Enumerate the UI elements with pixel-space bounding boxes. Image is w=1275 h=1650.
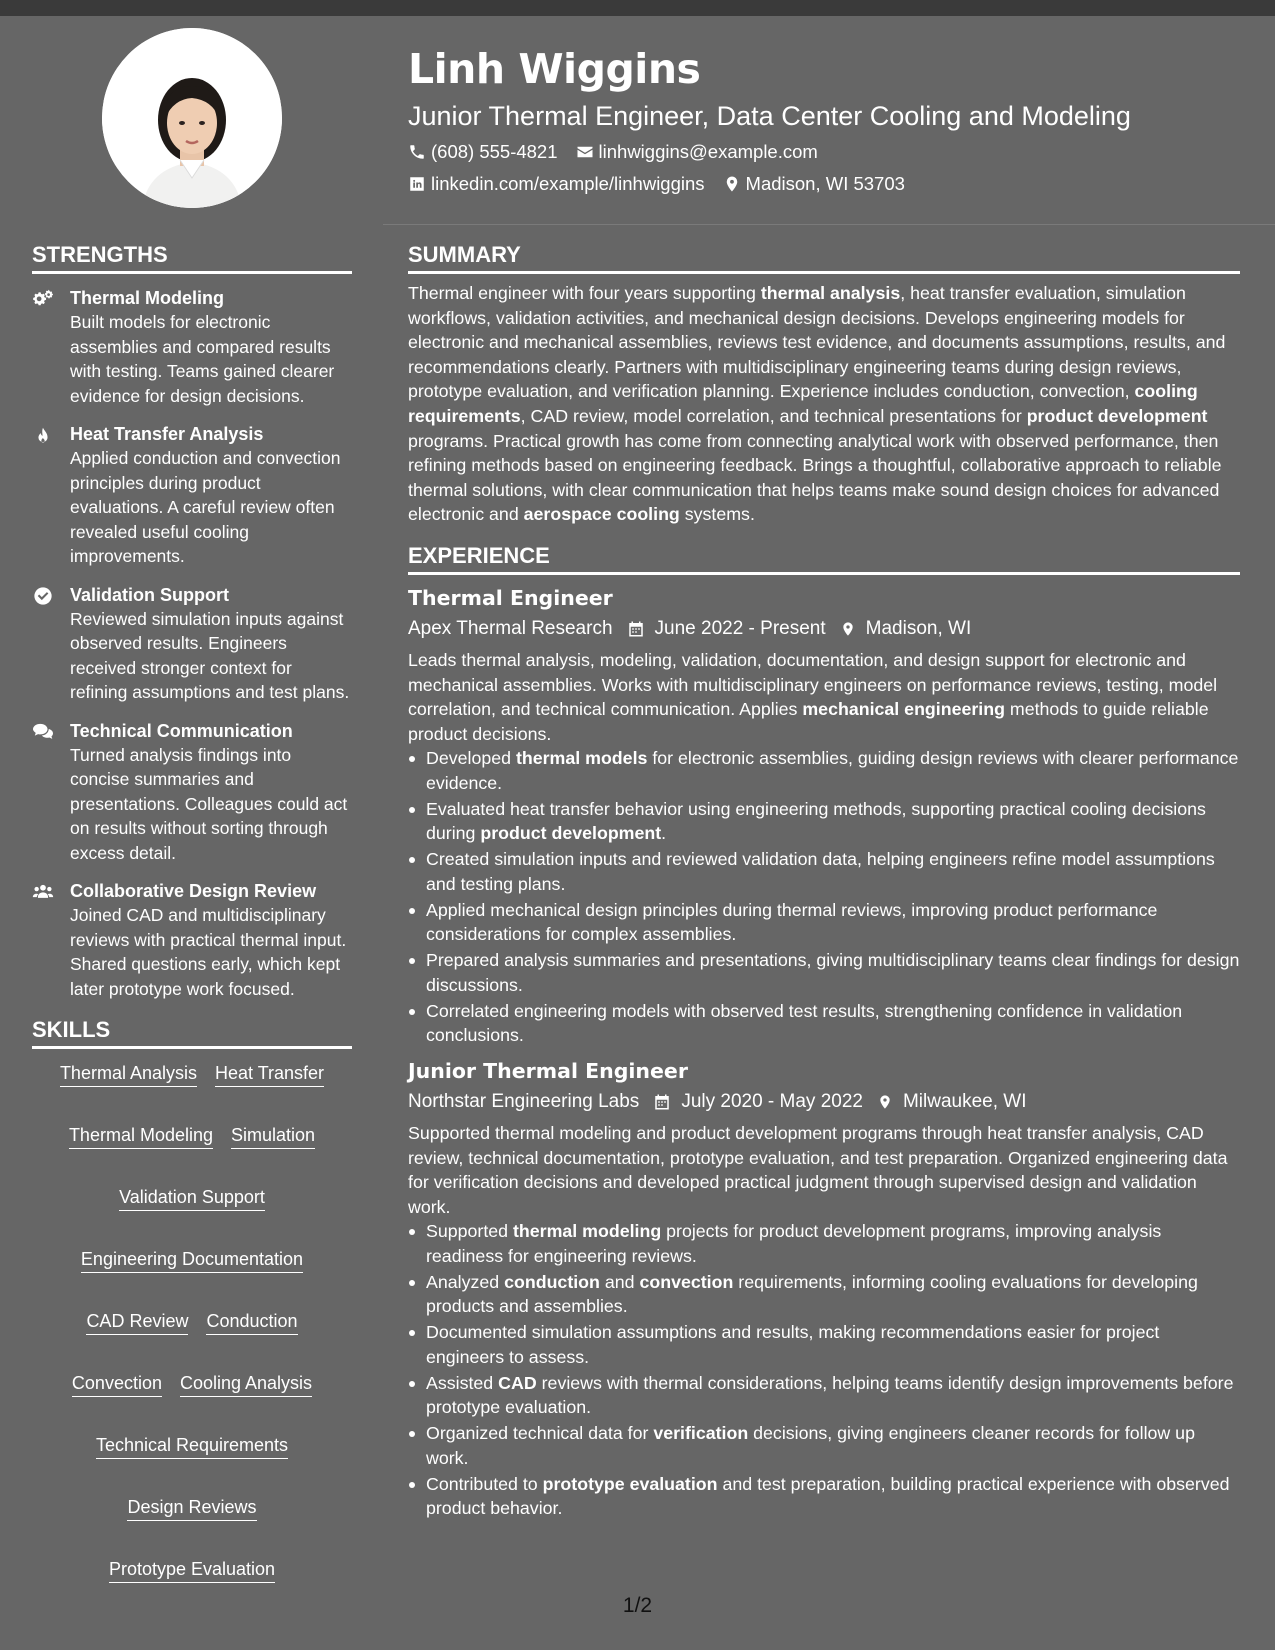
job-dates: June 2022 - Present [654, 617, 826, 639]
skills-list [32, 1061, 352, 1583]
skill-tag: Thermal Modeling [69, 1123, 213, 1149]
strength-title: Validation Support [70, 584, 230, 605]
gears-icon [32, 286, 70, 408]
bullet-item: Prepared analysis summaries and presentations, giving multidisciplinary teams clear findings for design discussions. [408, 948, 1240, 997]
map-pin-icon [723, 175, 741, 193]
skill-tag: Conduction [206, 1309, 297, 1335]
strengths-list [32, 286, 352, 1001]
job-bullets [408, 746, 1240, 1048]
candidate-name: Linh Wiggins [408, 45, 701, 93]
bullet-emphasis: product development [480, 823, 662, 844]
skill-tag: Simulation [231, 1123, 315, 1149]
bullet-emphasis: thermal models [515, 748, 648, 769]
page-number: 1/2 [622, 1594, 653, 1617]
skill-tag: Thermal Analysis [60, 1061, 197, 1087]
bullet-emphasis: conduction [504, 1271, 600, 1292]
strength-description: Reviewed simulation inputs against observed results. Engineers received stronger context for refining assumptions and test plans. [70, 608, 350, 702]
strength-item [32, 286, 352, 408]
strength-title: Collaborative Design Review [70, 881, 317, 901]
job-description: Supported thermal modeling and product development programs through heat transfer analysis, CAD review, technical documentation, prototype evaluation, and test preparation. Organized engineering data for verification decisions and developed practical judgment through supervised design and validation work. [408, 1122, 1228, 1217]
experience-list [408, 583, 1240, 1521]
location-contact [723, 172, 905, 196]
summary-emphasis: aerospace cooling [523, 504, 680, 525]
header-divider [383, 224, 1275, 225]
company-name: Northstar Engineering Labs [408, 1090, 640, 1112]
summary-text: Thermal engineer with four years supporting thermal analysis, heat transfer evaluation, simulation workflows, validation activities, and mechanical design decisions. Develops engineering models for electronic and mechanical assemblies, reviews test evidence, and documents assumptions, results, and recommendations clearly. Partners with multidisciplinary engineering teams during design reviews, prototype evaluation, and verification planning. Experience includes conduction, convection, cooling requirements, CAD review, model correlation, and technical presentations for product development programs. Practical growth has come from connecting analytical work with observed performance, then refining methods based on engineering feedback. Brings a thoughtful, collaborative approach to reliable thermal solutions, with clear communication that helps teams make sound design choices for advanced electronic and aerospace cooling systems. [408, 283, 1226, 525]
strength-title: Technical Communication [70, 720, 293, 741]
email-contact[interactable] [576, 140, 818, 164]
job-description-emphasis: mechanical engineering [802, 699, 1005, 720]
skill-tag: Design Reviews [127, 1495, 256, 1521]
skill-tag: Heat Transfer [215, 1061, 324, 1087]
summary-heading: SUMMARY [408, 240, 1240, 274]
contact-row-2 [408, 172, 1248, 196]
job-title: Junior Thermal Engineer [408, 1058, 688, 1083]
job-title: Thermal Engineer [408, 585, 613, 610]
strength-title: Thermal Modeling [70, 288, 225, 308]
summary-emphasis: cooling requirements [408, 381, 1198, 426]
phone-number: (608) 555-4821 [431, 141, 558, 162]
skill-tag: Prototype Evaluation [109, 1557, 275, 1583]
bullet-item: Analyzed conduction and convection requirements, informing cooling evaluations for developing products and assemblies. [408, 1270, 1240, 1319]
bullet-item: Documented simulation assumptions and results, making recommendations easier for project engineers to assess. [408, 1320, 1240, 1369]
skill-tag: Validation Support [119, 1185, 265, 1211]
job-bullets [408, 1219, 1240, 1521]
email-address: linhwiggins@example.com [598, 141, 818, 162]
fire-icon [32, 422, 70, 569]
strength-item [32, 422, 352, 569]
map-pin-icon [840, 620, 856, 638]
location-text: Madison, WI 53703 [745, 173, 905, 194]
strength-item [32, 583, 352, 705]
calendar-icon [653, 1093, 671, 1111]
skill-tag: Cooling Analysis [180, 1371, 312, 1397]
skills-heading: SKILLS [32, 1015, 352, 1049]
profile-photo [102, 28, 282, 208]
check-circle-icon [32, 583, 70, 705]
users-icon [32, 879, 70, 1001]
job-entry [408, 583, 1240, 1048]
bullet-emphasis: convection [639, 1271, 734, 1292]
job-location: Milwaukee, WI [902, 1090, 1027, 1112]
candidate-role: Junior Thermal Engineer, Data Center Cooling and Modeling [408, 101, 1131, 131]
experience-heading: EXPERIENCE [408, 541, 1240, 575]
bullet-item: Assisted CAD reviews with thermal considerations, helping teams identify design improvements before prototype evaluation. [408, 1371, 1240, 1420]
strength-description: Built models for electronic assemblies and compared results with testing. Teams gained clearer evidence for design decisions. [70, 312, 335, 406]
resume-header [408, 40, 1248, 196]
phone-icon [408, 143, 426, 161]
job-dates: July 2020 - May 2022 [681, 1090, 863, 1112]
strength-item [32, 719, 352, 866]
phone-contact[interactable] [408, 140, 558, 164]
bullet-emphasis: verification [653, 1423, 749, 1444]
job-description: Leads thermal analysis, modeling, validation, documentation, and design support for electronic and mechanical assemblies. Works with multidisciplinary engineers on performance reviews, testing, model correlation, and technical communication. Applies mechanical engineering methods to guide reliable product decisions. [408, 649, 1218, 744]
linkedin-url: linkedin.com/example/linhwiggins [431, 173, 705, 194]
bullet-item: Supported thermal modeling projects for product development programs, improving analysis readiness for engineering reviews. [408, 1219, 1240, 1268]
linkedin-contact[interactable] [408, 172, 705, 196]
strength-description: Applied conduction and convection principles during product evaluations. A careful review often revealed useful cooling improvements. [70, 448, 341, 566]
skill-tag: Convection [72, 1371, 162, 1397]
strengths-heading: STRENGTHS [32, 240, 352, 274]
summary-emphasis: thermal analysis [760, 283, 901, 303]
skill-tag: Technical Requirements [96, 1433, 288, 1459]
bullet-item: Applied mechanical design principles during thermal reviews, improving product performance considerations for complex assemblies. [408, 898, 1240, 947]
bullet-item: Developed thermal models for electronic assemblies, guiding design reviews with clearer performance evidence. [408, 746, 1240, 795]
bullet-item: Created simulation inputs and reviewed validation data, helping engineers refine model assumptions and testing plans. [408, 847, 1240, 896]
job-meta [408, 1086, 1240, 1118]
top-strip [0, 0, 1275, 16]
bullet-item: Correlated engineering models with observed test results, strengthening confidence in validation conclusions. [408, 999, 1240, 1048]
map-pin-icon [877, 1093, 893, 1111]
linkedin-icon [408, 175, 426, 193]
summary-emphasis: product development [1026, 405, 1208, 426]
strength-item [32, 879, 352, 1001]
strength-description: Turned analysis findings into concise summaries and presentations. Colleagues could act on results without sorting through excess detail. [70, 744, 348, 863]
envelope-icon [576, 143, 594, 161]
bullet-item: Evaluated heat transfer behavior using engineering methods, supporting practical cooling decisions during product development. [408, 797, 1240, 846]
skill-tag: Engineering Documentation [81, 1247, 303, 1273]
strength-description: Joined CAD and multidisciplinary reviews with practical thermal input. Shared questions early, which kept later prototype work focused. [70, 905, 347, 999]
job-meta [408, 613, 1240, 645]
calendar-icon [627, 620, 645, 638]
bullet-emphasis: prototype evaluation [542, 1473, 718, 1494]
comments-icon [32, 719, 70, 866]
job-entry [408, 1056, 1240, 1521]
bullet-item: Contributed to prototype evaluation and test preparation, building practical experience with observed product behavior. [408, 1472, 1240, 1521]
right-column [408, 240, 1240, 1522]
left-column [32, 240, 352, 1583]
bullet-emphasis: CAD [498, 1372, 537, 1393]
contact-row-1 [408, 140, 1248, 164]
job-location: Madison, WI [865, 617, 972, 639]
bullet-item: Organized technical data for verification decisions, giving engineers cleaner records for follow up work. [408, 1421, 1240, 1470]
bullet-emphasis: thermal modeling [513, 1221, 662, 1242]
strength-title: Heat Transfer Analysis [70, 424, 264, 444]
skill-tag: CAD Review [86, 1309, 188, 1335]
company-name: Apex Thermal Research [408, 617, 613, 639]
